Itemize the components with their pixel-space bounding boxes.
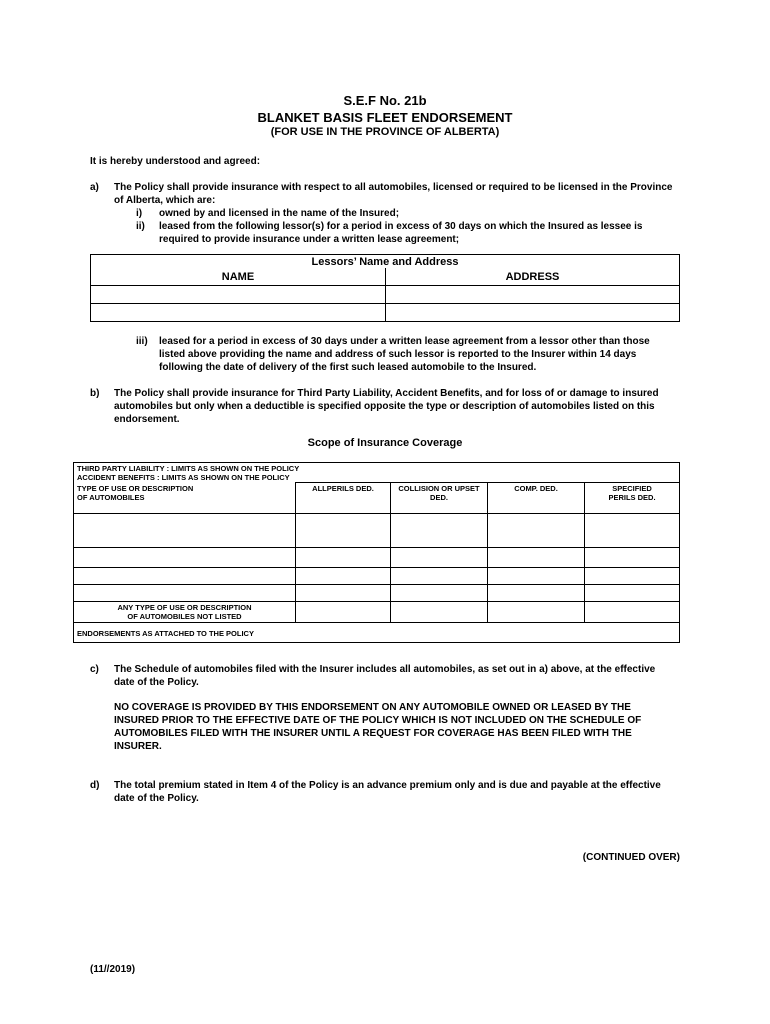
collision-cell[interactable]: [391, 547, 488, 567]
comp-header: COMP. DED.: [488, 483, 585, 514]
any-type-line1: ANY TYPE OF USE OR DESCRIPTION: [117, 602, 252, 612]
no-coverage-line3: AUTOMOBILES FILED WITH THE INSURER UNTIL A REQUEST FOR COVERAGE HAS BEEN FILED WITH THE: [114, 728, 632, 739]
comp-cell[interactable]: [488, 547, 585, 567]
section-a-ii-line1: leased from the following lessor(s) for a period in excess of 30 days on which the Insured as lessee is: [159, 221, 643, 232]
comp-cell[interactable]: [488, 584, 585, 601]
table-row: [74, 584, 680, 601]
no-coverage-notice: [114, 701, 684, 753]
lessors-table: [90, 254, 680, 322]
scope-table: [73, 462, 680, 643]
table-row: [74, 513, 680, 547]
any-type-line2: OF AUTOMOBILES NOT LISTED: [127, 611, 242, 621]
section-a-ii-text: [159, 220, 689, 246]
section-a-ii-line2: required to provide insurance under a written lease agreement;: [159, 234, 460, 245]
specified-perils-cell[interactable]: [585, 547, 680, 567]
specified-perils-cell[interactable]: [585, 601, 680, 622]
lessor-name-cell[interactable]: [91, 286, 386, 304]
allperils-header: ALLPERILS DED.: [296, 483, 391, 514]
no-coverage-line1: NO COVERAGE IS PROVIDED BY THIS ENDORSEMENT ON ANY AUTOMOBILE OWNED OR LEASED BY THE: [114, 702, 631, 713]
no-coverage-line4: INSURER.: [114, 741, 162, 752]
type-of-use-header-line1: TYPE OF USE OR DESCRIPTION: [77, 483, 194, 493]
lessor-address-cell[interactable]: [386, 304, 680, 322]
section-a-ii-label: ii): [136, 221, 145, 232]
section-c-line2: date of the Policy.: [114, 677, 199, 688]
section-d-line1: The total premium stated in Item 4 of the Policy is an advance premium only and is due and payable at the effective: [114, 780, 661, 791]
section-b-line2: automobiles but only when a deductible is specified opposite the type or description of automobiles listed on this: [114, 401, 655, 412]
lessors-address-header: ADDRESS: [386, 268, 680, 286]
continued-over: (CONTINUED OVER): [582, 852, 680, 863]
lessors-table-title: Lessors’ Name and Address: [91, 255, 680, 269]
section-d-line2: date of the Policy.: [114, 793, 199, 804]
specified-header-line2: PERILS DED.: [608, 493, 656, 502]
section-d-text: [114, 779, 684, 805]
collision-cell[interactable]: [391, 513, 488, 547]
type-of-use-header: [74, 483, 296, 514]
section-b-text: [114, 387, 684, 426]
section-a-label: a): [90, 182, 99, 193]
section-a-line1: The Policy shall provide insurance with respect to all automobiles, licensed or required to be licensed in the Province: [114, 182, 673, 193]
comp-cell[interactable]: [488, 567, 585, 584]
section-a-i-label: i): [136, 208, 143, 219]
section-iii-text: [159, 335, 689, 374]
specified-perils-cell[interactable]: [585, 567, 680, 584]
collision-header: [391, 483, 488, 514]
lessors-name-header: NAME: [91, 268, 386, 286]
allperils-cell[interactable]: [296, 513, 391, 547]
collision-cell[interactable]: [391, 584, 488, 601]
section-b-label: b): [90, 388, 100, 399]
allperils-cell[interactable]: [296, 567, 391, 584]
specified-perils-cell[interactable]: [585, 584, 680, 601]
table-row: [74, 601, 680, 622]
collision-cell[interactable]: [391, 567, 488, 584]
section-c-text: [114, 663, 684, 689]
specified-perils-cell[interactable]: [585, 513, 680, 547]
no-coverage-line2: INSURED PRIOR TO THE EFFECTIVE DATE OF THE POLICY WHICH IS NOT INCLUDED ON THE SCHEDULE OF: [114, 715, 642, 726]
collision-header-line2: DED.: [430, 493, 448, 502]
scope-limits-header: [74, 463, 680, 483]
endorsements-attached-row: ENDORSEMENTS AS ATTACHED TO THE POLICY: [74, 622, 680, 642]
collision-header-line1: COLLISION OR UPSET: [398, 484, 480, 493]
section-iii-label: iii): [136, 336, 148, 347]
collision-cell[interactable]: [391, 601, 488, 622]
intro-text: It is hereby understood and agreed:: [90, 156, 261, 167]
type-of-use-cell[interactable]: [74, 547, 296, 567]
section-b-line1: The Policy shall provide insurance for Third Party Liability, Accident Benefits, and for loss of or damage to insured: [114, 388, 659, 399]
section-iii-line1: leased for a period in excess of 30 days under a written lease agreement from a lessor other than those: [159, 336, 650, 347]
specified-perils-header: [585, 483, 680, 514]
type-of-use-cell[interactable]: [74, 567, 296, 584]
section-iii-line3: following the date of delivery of the first such leased automobile to the Insured.: [159, 362, 537, 373]
section-b-line3: endorsement.: [114, 414, 180, 425]
section-c-line1: The Schedule of automobiles filed with the Insurer includes all automobiles, as set out in a) above, at the effective: [114, 664, 656, 675]
table-row: [74, 547, 680, 567]
specified-header-line1: SPECIFIED: [612, 484, 652, 493]
type-of-use-cell[interactable]: [74, 584, 296, 601]
allperils-cell[interactable]: [296, 584, 391, 601]
section-d-label: d): [90, 780, 100, 791]
allperils-cell[interactable]: [296, 547, 391, 567]
form-main-title: BLANKET BASIS FLEET ENDORSEMENT: [257, 110, 513, 125]
section-a-text: [114, 181, 684, 207]
form-subtitle: (FOR USE IN THE PROVINCE OF ALBERTA): [270, 126, 500, 138]
section-a-i-text: owned by and licensed in the name of the Insured;: [159, 208, 400, 219]
form-number-title: S.E.F No. 21b: [343, 93, 427, 108]
any-type-of-use-label: [74, 601, 296, 622]
table-row: [74, 567, 680, 584]
comp-cell[interactable]: [488, 601, 585, 622]
comp-cell[interactable]: [488, 513, 585, 547]
allperils-cell[interactable]: [296, 601, 391, 622]
section-c-label: c): [90, 664, 99, 675]
section-iii-line2: listed above providing the name and address of such lessor is reported to the Insurer within 14 days: [159, 349, 637, 360]
footer-date: (11//2019): [90, 964, 136, 975]
type-of-use-header-line2: OF AUTOMOBILES: [77, 492, 145, 502]
lessor-address-cell[interactable]: [386, 286, 680, 304]
type-of-use-cell[interactable]: [74, 513, 296, 547]
scope-title: Scope of Insurance Coverage: [307, 437, 463, 449]
lessor-name-cell[interactable]: [91, 304, 386, 322]
section-a-line2: of Alberta, which are:: [114, 195, 216, 206]
third-party-liability-text: THIRD PARTY LIABILITY : LIMITS AS SHOWN ON THE POLICY: [77, 464, 300, 473]
accident-benefits-text: ACCIDENT BENEFITS : LIMITS AS SHOWN ON THE POLICY: [77, 473, 290, 482]
